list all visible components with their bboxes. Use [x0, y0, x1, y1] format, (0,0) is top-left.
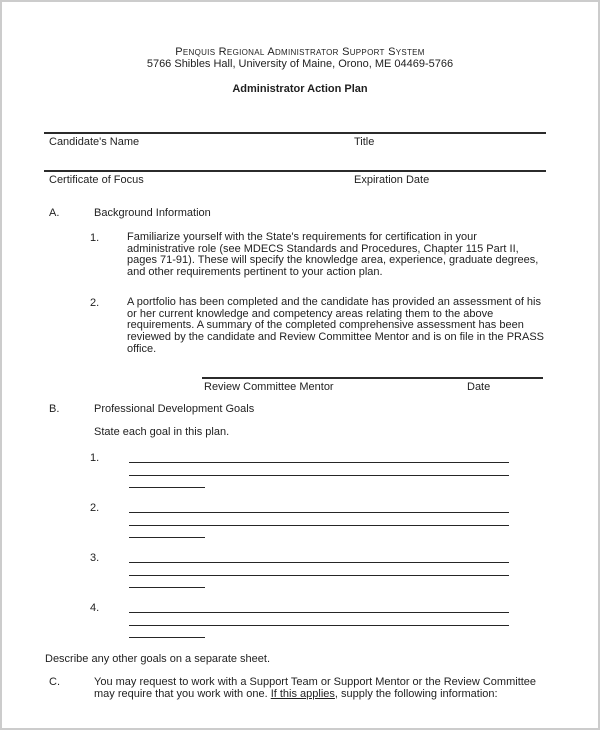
field-certificate-expiration[interactable]: [44, 170, 546, 186]
goal-3-blank-line-2[interactable]: [129, 563, 509, 576]
other-goals-note: Describe any other goals on a separate sheet.: [45, 653, 271, 666]
date-label: Date: [467, 381, 491, 394]
item-2-text: A portfolio has been completed and the candidate has provided an assessment of his or her current knowledge and competency areas relating them to the above requirements. A summary of the completed comprehensive assessment has been reviewed by the candidate and Review Committee Mentor and is on file in the PRASS office.: [127, 295, 544, 355]
goal-4-lines: [129, 602, 509, 638]
goal-3-lines: [129, 552, 509, 588]
organization-address: 5766 Shibles Hall, University of Maine, Orono, ME 04469-5766: [146, 58, 454, 70]
goal-item-3: [90, 552, 598, 588]
goal-2-lines: [129, 502, 509, 538]
section-a-title: Background Information: [94, 207, 211, 219]
goal-item-1: [90, 452, 598, 488]
review-mentor-signature-line[interactable]: [202, 377, 543, 393]
section-c-text-before: You may request to work with a Support Team or Support Mentor or the Review Committee may require that you work with one.: [94, 676, 537, 701]
title-label: Title: [354, 136, 375, 148]
section-a-item-1: [90, 232, 598, 279]
form-fields: [44, 132, 546, 186]
goal-1-blank-line-2[interactable]: [129, 463, 509, 476]
review-mentor-label: Review Committee Mentor: [204, 381, 334, 394]
goal-1-blank-line-1[interactable]: [129, 452, 509, 463]
goal-item-4: [90, 602, 598, 638]
section-a-heading: [49, 207, 598, 219]
goal-2-blank-line-2[interactable]: [129, 513, 509, 526]
goal-3-blank-line-1[interactable]: [129, 552, 509, 563]
certificate-of-focus-label: Certificate of Focus: [49, 174, 144, 186]
organization-name: Penquis Regional Administrator Support System: [175, 46, 425, 58]
candidate-name-label: Candidate's Name: [49, 136, 140, 148]
goal-1-blank-line-3[interactable]: [129, 476, 205, 488]
section-b-heading: [49, 403, 598, 415]
section-c-text: [94, 676, 549, 700]
section-a-item-2: [90, 297, 598, 356]
goal-4-number: 4.: [90, 602, 100, 615]
item-2-number: 2.: [90, 296, 100, 309]
section-a-letter: A.: [49, 207, 60, 219]
goal-4-blank-line-2[interactable]: [129, 613, 509, 626]
goal-2-blank-line-1[interactable]: [129, 502, 509, 513]
expiration-date-label: Expiration Date: [354, 174, 430, 186]
section-b-title: Professional Development Goals: [94, 403, 255, 416]
section-c-heading: [49, 676, 557, 700]
section-c-text-after: , supply the following information:: [334, 688, 498, 701]
goals-list: [2, 452, 598, 638]
section-c-letter: C.: [49, 676, 60, 689]
item-1-number: 1.: [90, 232, 100, 244]
goal-3-blank-line-3[interactable]: [129, 576, 205, 588]
goal-4-blank-line-1[interactable]: [129, 602, 509, 613]
goal-3-number: 3.: [90, 552, 100, 565]
item-1-text: Familiarize yourself with the State's requirements for certification in your administrative role (see MDECS Standards and Procedures, Chapter 115 Part II, pages 71-91). These will specify the knowledge area, experience, graduate degrees, and other requirements pertinent to your action plan.: [127, 231, 539, 279]
goal-2-blank-line-3[interactable]: [129, 526, 205, 538]
document-title: Administrator Action Plan: [232, 83, 368, 95]
goal-2-number: 2.: [90, 502, 100, 515]
goals-intro: State each goal in this plan.: [94, 426, 230, 439]
document-header: [2, 2, 598, 95]
field-candidate-name-title[interactable]: [44, 132, 546, 148]
section-b-letter: B.: [49, 403, 60, 416]
goal-4-blank-line-3[interactable]: [129, 626, 205, 638]
section-c-underlined-phrase: If this applies: [270, 688, 335, 701]
goal-1-lines: [129, 452, 509, 488]
goal-item-2: [90, 502, 598, 538]
goal-1-number: 1.: [90, 452, 100, 465]
